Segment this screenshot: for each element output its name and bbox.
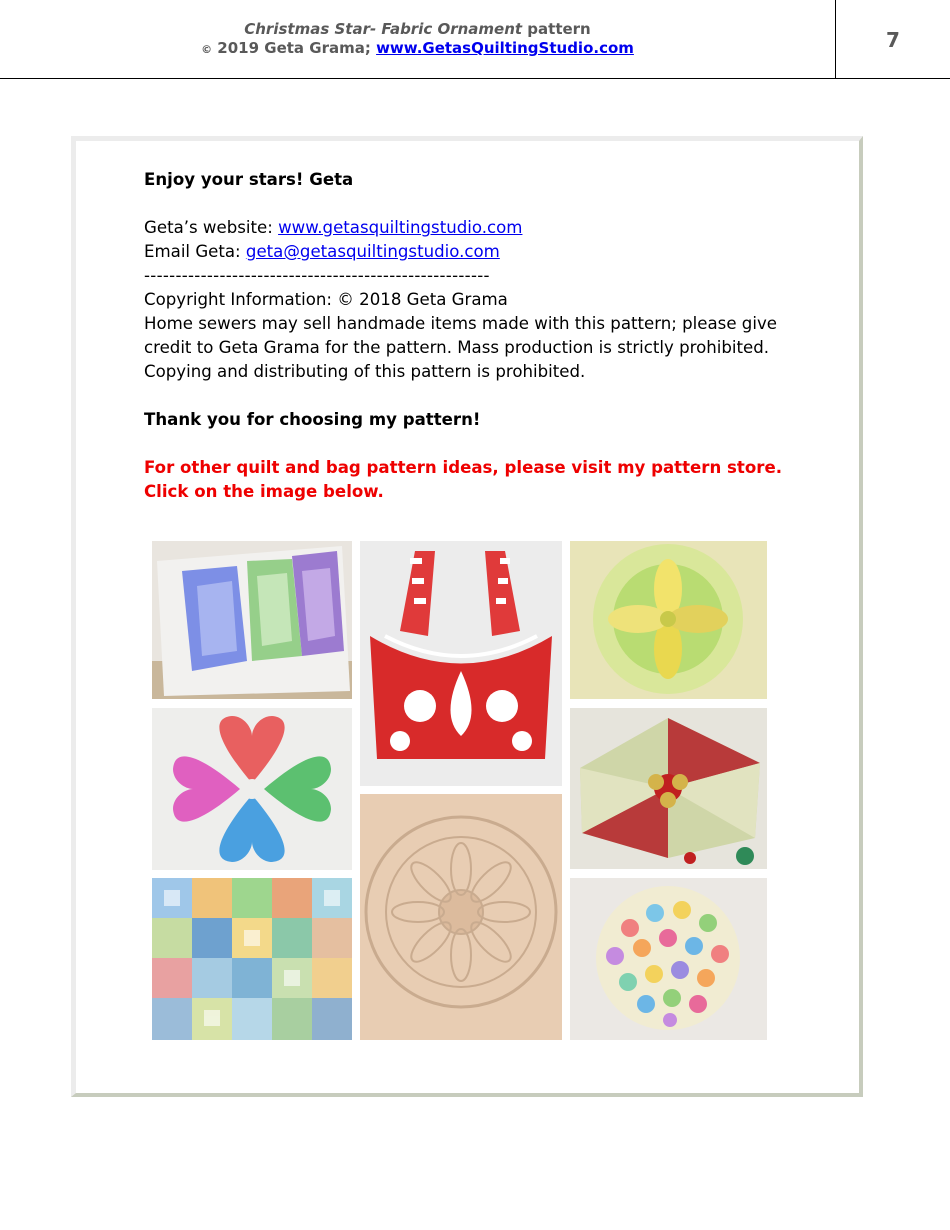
hearts-quilt-image[interactable] [152,708,352,870]
promo-text [144,456,824,504]
page-header [0,0,950,79]
website-link[interactable]: www.getasquiltingstudio.com [278,218,523,237]
pattern-title-suffix: pattern [522,20,591,38]
pattern-title: Christmas Star- Fabric Ornament [244,20,523,38]
email-label: Email Geta: [144,242,246,261]
green-flower-quilt-image[interactable] [570,541,767,699]
usage-terms: Home sewers may sell handmade items made with this pattern; please give credit to Geta Grama for the pattern. Mass production is strictly prohibited. Copying and distributing of this pattern is prohibited. [144,314,777,381]
spiral-quilt-runner-image[interactable] [152,541,352,699]
christmas-tree-skirt-image[interactable] [570,708,767,869]
website-label: Geta’s website: [144,218,279,237]
whole-cloth-quilt-image[interactable] [360,794,562,1040]
thank-you-text: Thank you for choosing my pattern! [144,410,481,429]
promo-line-2: Click on the image below. [144,482,384,501]
promo-line-1: For other quilt and bag pattern ideas, please visit my pattern store. [144,458,783,477]
red-tote-bag-image[interactable] [360,541,562,786]
header-site-link[interactable]: www.GetasQuiltingStudio.com [376,39,634,57]
copyright-symbol: © [201,43,213,56]
header-title [0,20,835,59]
geometric-quilt-image[interactable] [152,878,352,1040]
separator-line: ------------------------------------------------------- [144,266,490,285]
greeting: Enjoy your stars! Geta [144,170,354,189]
header-copyright: 2019 Geta Grama; [212,39,377,57]
content-body [144,168,824,504]
page-number: 7 [886,28,900,52]
copyright-info: Copyright Information: © 2018 Geta Grama [144,290,508,309]
email-link[interactable]: geta@getasquiltingstudio.com [245,242,500,261]
hexagon-ball-image[interactable] [570,878,767,1040]
